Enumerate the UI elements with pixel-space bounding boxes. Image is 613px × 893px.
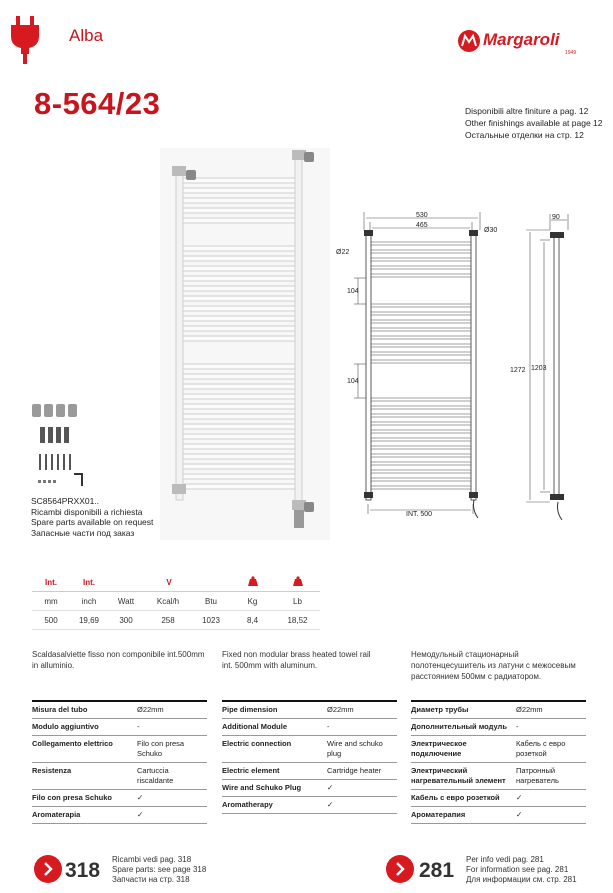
dim-side-diameter: Ø30	[484, 227, 498, 234]
spec-row	[411, 763, 586, 790]
spec-key: Wire and Schuko Plug	[222, 780, 327, 797]
spec-key: Электрический нагревательный элемент	[411, 763, 516, 790]
spec-row	[32, 763, 207, 790]
value-mm: 500	[32, 611, 70, 630]
spec-value: ✓	[137, 807, 207, 824]
unit-kcal: Kcal/h	[144, 592, 192, 611]
spare-code: SC8564PRXX01..	[31, 496, 100, 506]
spec-value: Filo con presa Schuko	[137, 736, 207, 763]
spec-row	[222, 701, 397, 719]
spec-row	[222, 780, 397, 797]
chevron-right-icon	[386, 855, 414, 883]
spec-value: -	[516, 719, 586, 736]
dim-pitch-1: 104	[347, 288, 359, 295]
spec-key: Ароматерапия	[411, 807, 516, 824]
spec-key: Misura del tubo	[32, 701, 137, 719]
spec-value: ✓	[137, 790, 207, 807]
model-name: Alba	[69, 26, 104, 45]
spec-value: -	[327, 719, 397, 736]
spec-value: ✓	[327, 780, 397, 797]
spec-row	[222, 719, 397, 736]
finishings-ru: Остальные отделки на стр. 12	[465, 130, 584, 140]
finishings-en: Other finishings available at page 12	[465, 118, 603, 128]
spec-value: ✓	[516, 790, 586, 807]
dim-height-total: 1272	[510, 367, 526, 374]
spec-value: Ø22mm	[516, 701, 586, 719]
spare-line-it: Ricambi disponibili a richiesta	[31, 506, 143, 517]
description-ru: Немодульный стационарный полотенцесушитель из латуни с межосевым расстоянием 500мм с радиатором.	[411, 650, 576, 681]
info-page-link[interactable]	[386, 855, 414, 883]
th-int-mm: Int.	[32, 573, 70, 592]
spec-key: Modulo aggiuntivo	[32, 719, 137, 736]
th-v: V	[108, 573, 230, 592]
spec-key: Дополнительный модуль	[411, 719, 516, 736]
spec-key: Resistenza	[32, 763, 137, 790]
spec-value: ✓	[327, 797, 397, 814]
unit-watt: Watt	[108, 592, 144, 611]
spec-key: Collegamento elettrico	[32, 736, 137, 763]
spare-line-ru: Запасные части под заказ	[31, 527, 135, 538]
spec-value: Патронный нагреватель	[516, 763, 586, 790]
spec-value: ✓	[516, 807, 586, 824]
spec-row	[32, 790, 207, 807]
spec-row	[222, 797, 397, 814]
spec-value: -	[137, 719, 207, 736]
footer-right-ru: Для информации см. стр. 281	[466, 875, 577, 884]
tech-table	[32, 573, 320, 630]
spec-key: Диаметр трубы	[411, 701, 516, 719]
spec-value: Wire and schuko plug	[327, 736, 397, 763]
unit-inch: inch	[70, 592, 108, 611]
spec-table-it	[32, 700, 207, 824]
spec-row	[411, 790, 586, 807]
spec-value: Ø22mm	[137, 701, 207, 719]
value-kg: 8,4	[230, 611, 275, 630]
spec-row	[32, 701, 207, 719]
spec-row	[222, 763, 397, 780]
spare-parts-note	[31, 496, 153, 538]
weight-icon	[292, 576, 304, 586]
spec-value: Ø22mm	[327, 701, 397, 719]
spare-parts-page-number: 318	[65, 859, 101, 882]
description-en: Fixed non modular brass heated towel rail int. 500mm with aluminum.	[222, 650, 371, 670]
value-btu: 1023	[192, 611, 230, 630]
product-code: 8-564/23	[34, 86, 161, 121]
tech-table-header	[32, 573, 320, 592]
footer-left-ru: Запчасти на стр. 318	[112, 875, 190, 884]
th-weight-kg	[230, 573, 275, 592]
spec-table-en	[222, 700, 397, 814]
brand-logo	[457, 26, 582, 56]
th-weight-lb	[275, 573, 320, 592]
tech-table-units	[32, 592, 320, 611]
spec-value: Cartridge heater	[327, 763, 397, 780]
dim-height-inner: 1203	[531, 365, 547, 372]
brand-year: 1949	[565, 50, 577, 56]
spec-key: Additional Module	[222, 719, 327, 736]
dim-tube-diameter: Ø22	[336, 249, 350, 256]
plug-icon	[8, 14, 48, 64]
value-inch: 19,69	[70, 611, 108, 630]
spec-row	[222, 736, 397, 763]
weight-icon	[247, 576, 259, 586]
spec-key: Filo con presa Schuko	[32, 790, 137, 807]
footer-right-it: Per info vedi pag. 281	[466, 855, 544, 864]
unit-btu: Btu	[192, 592, 230, 611]
spec-value: Cartuccia riscaldante	[137, 763, 207, 790]
description-it: Scaldasalviette fisso non componibile int.500mm in alluminio.	[32, 650, 205, 670]
value-watt: 300	[108, 611, 144, 630]
spec-row	[32, 719, 207, 736]
tech-table-values	[32, 611, 320, 630]
product-photo	[160, 148, 330, 540]
footer-left-en: Spare parts: see page 318	[112, 865, 207, 874]
value-kcal: 258	[144, 611, 192, 630]
unit-kg: Kg	[230, 592, 275, 611]
front-view-drawing	[330, 208, 510, 520]
dim-pitch-2: 104	[347, 378, 359, 385]
unit-lb: Lb	[275, 592, 320, 611]
spare-parts-kit-image	[30, 400, 90, 490]
side-view-drawing	[506, 210, 586, 520]
unit-mm: mm	[32, 592, 70, 611]
th-int-inch: Int.	[70, 573, 108, 592]
spec-row	[411, 719, 586, 736]
dim-interaxis: INT. 500	[406, 511, 433, 518]
spec-row	[411, 807, 586, 824]
dim-width-inner: 465	[416, 222, 428, 229]
spare-parts-page-link[interactable]	[34, 855, 62, 883]
info-page-text	[466, 855, 577, 885]
spec-value: Кабель с евро розеткой	[516, 736, 586, 763]
spec-key: Кабель с евро розеткой	[411, 790, 516, 807]
finishings-note	[465, 105, 603, 141]
finishings-it: Disponibili altre finiture a pag. 12	[465, 106, 589, 116]
spec-row	[411, 701, 586, 719]
dim-width-outer: 530	[416, 212, 428, 219]
brand-name: Margaroli	[483, 30, 560, 49]
info-page-number: 281	[419, 859, 455, 882]
spare-parts-page-text	[112, 855, 206, 885]
spec-table-ru	[411, 700, 586, 824]
spec-key: Electric element	[222, 763, 327, 780]
dim-depth: 90	[552, 214, 560, 221]
spec-key: Electric connection	[222, 736, 327, 763]
spec-row	[411, 736, 586, 763]
spec-key: Электрическое подключение	[411, 736, 516, 763]
spec-key: Pipe dimension	[222, 701, 327, 719]
chevron-right-icon	[34, 855, 62, 883]
brand-mark-icon	[457, 29, 481, 53]
spec-row	[32, 736, 207, 763]
spec-key: Aromatherapy	[222, 797, 327, 814]
value-lb: 18,52	[275, 611, 320, 630]
footer-right-en: For information see pag. 281	[466, 865, 569, 874]
spec-key: Aromaterapia	[32, 807, 137, 824]
footer-left-it: Ricambi vedi pag. 318	[112, 855, 192, 864]
spec-row	[32, 807, 207, 824]
spare-line-en: Spare parts available on request	[31, 517, 154, 527]
